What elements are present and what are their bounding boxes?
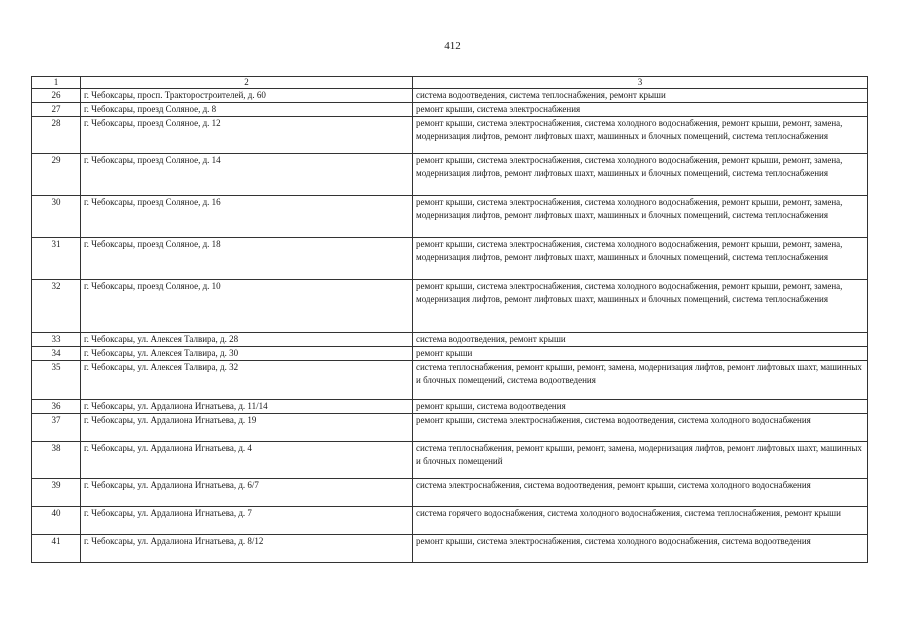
row-address: г. Чебоксары, ул. Ардалиона Игнатьева, д. 4 xyxy=(81,442,413,479)
row-address: г. Чебоксары, ул. Алексея Талвира, д. 28 xyxy=(81,333,413,347)
table-row xyxy=(32,238,868,280)
table-row xyxy=(32,89,868,103)
row-work-types: ремонт крыши, система электроснабжения, система холодного водоснабжения, ремонт крыши, ремонт, замена, модернизация лифтов, ремонт лифтовых шахт, машинных и блочных помещений, система теплоснабжения xyxy=(413,154,868,196)
row-work-types: система электроснабжения, система водоотведения, ремонт крыши, система холодного водоснабжения xyxy=(413,479,868,507)
column-header-2: 2 xyxy=(81,77,413,89)
row-work-types: ремонт крыши, система электроснабжения, система холодного водоснабжения, ремонт крыши, ремонт, замена, модернизация лифтов, ремонт лифтовых шахт, машинных и блочных помещений, система теплоснабжения xyxy=(413,280,868,333)
row-address: г. Чебоксары, ул. Алексея Талвира, д. 32 xyxy=(81,361,413,400)
table-header-row xyxy=(32,77,868,89)
column-header-1: 1 xyxy=(32,77,81,89)
page-number: 412 xyxy=(444,40,461,52)
row-address: г. Чебоксары, проезд Соляное, д. 18 xyxy=(81,238,413,280)
row-number: 29 xyxy=(32,154,81,196)
row-work-types: система водоотведения, ремонт крыши xyxy=(413,333,868,347)
table-row xyxy=(32,103,868,117)
table-row xyxy=(32,117,868,154)
row-address: г. Чебоксары, ул. Ардалиона Игнатьева, д. 19 xyxy=(81,414,413,442)
table-row xyxy=(32,442,868,479)
works-table xyxy=(31,76,868,563)
row-work-types: ремонт крыши, система электроснабжения, система водоотведения, система холодного водоснабжения xyxy=(413,414,868,442)
row-work-types: ремонт крыши xyxy=(413,347,868,361)
row-work-types: ремонт крыши, система электроснабжения xyxy=(413,103,868,117)
row-work-types: ремонт крыши, система водоотведения xyxy=(413,400,868,414)
row-work-types: система водоотведения, система теплоснабжения, ремонт крыши xyxy=(413,89,868,103)
column-header-3: 3 xyxy=(413,77,868,89)
row-number: 30 xyxy=(32,196,81,238)
table-body xyxy=(32,89,868,563)
row-address: г. Чебоксары, проезд Соляное, д. 10 xyxy=(81,280,413,333)
table-row xyxy=(32,347,868,361)
row-work-types: ремонт крыши, система электроснабжения, система холодного водоснабжения, ремонт крыши, ремонт, замена, модернизация лифтов, ремонт лифтовых шахт, машинных и блочных помещений, система теплоснабжения xyxy=(413,117,868,154)
table-row xyxy=(32,280,868,333)
row-work-types: система горячего водоснабжения, система холодного водоснабжения, система теплоснабжения, ремонт крыши xyxy=(413,507,868,535)
row-work-types: ремонт крыши, система электроснабжения, система холодного водоснабжения, ремонт крыши, ремонт, замена, модернизация лифтов, ремонт лифтовых шахт, машинных и блочных помещений, система теплоснабжения xyxy=(413,196,868,238)
table-row xyxy=(32,535,868,563)
row-number: 33 xyxy=(32,333,81,347)
row-address: г. Чебоксары, ул. Ардалиона Игнатьева, д. 11/14 xyxy=(81,400,413,414)
row-address: г. Чебоксары, ул. Ардалиона Игнатьева, д. 8/12 xyxy=(81,535,413,563)
row-number: 39 xyxy=(32,479,81,507)
row-number: 32 xyxy=(32,280,81,333)
table-row xyxy=(32,196,868,238)
row-address: г. Чебоксары, просп. Тракторостроителей, д. 60 xyxy=(81,89,413,103)
row-address: г. Чебоксары, проезд Соляное, д. 14 xyxy=(81,154,413,196)
row-number: 28 xyxy=(32,117,81,154)
row-work-types: система теплоснабжения, ремонт крыши, ремонт, замена, модернизация лифтов, ремонт лифтовых шахт, машинных и блочных помещений, система водоотведения xyxy=(413,361,868,400)
row-number: 35 xyxy=(32,361,81,400)
table-row xyxy=(32,479,868,507)
row-address: г. Чебоксары, ул. Ардалиона Игнатьева, д. 6/7 xyxy=(81,479,413,507)
table-row xyxy=(32,414,868,442)
row-number: 41 xyxy=(32,535,81,563)
row-number: 37 xyxy=(32,414,81,442)
row-number: 31 xyxy=(32,238,81,280)
row-address: г. Чебоксары, проезд Соляное, д. 8 xyxy=(81,103,413,117)
row-number: 40 xyxy=(32,507,81,535)
row-address: г. Чебоксары, проезд Соляное, д. 12 xyxy=(81,117,413,154)
row-number: 26 xyxy=(32,89,81,103)
table-row xyxy=(32,507,868,535)
row-work-types: ремонт крыши, система электроснабжения, система холодного водоснабжения, ремонт крыши, ремонт, замена, модернизация лифтов, ремонт лифтовых шахт, машинных и блочных помещений, система теплоснабжения xyxy=(413,238,868,280)
row-address: г. Чебоксары, ул. Алексея Талвира, д. 30 xyxy=(81,347,413,361)
row-address: г. Чебоксары, проезд Соляное, д. 16 xyxy=(81,196,413,238)
row-address: г. Чебоксары, ул. Ардалиона Игнатьева, д. 7 xyxy=(81,507,413,535)
row-number: 27 xyxy=(32,103,81,117)
table-row xyxy=(32,361,868,400)
table-row xyxy=(32,400,868,414)
row-work-types: ремонт крыши, система электроснабжения, система холодного водоснабжения, система водоотведения xyxy=(413,535,868,563)
row-work-types: система теплоснабжения, ремонт крыши, ремонт, замена, модернизация лифтов, ремонт лифтовых шахт, машинных и блочных помещений xyxy=(413,442,868,479)
row-number: 38 xyxy=(32,442,81,479)
row-number: 34 xyxy=(32,347,81,361)
table-row xyxy=(32,333,868,347)
table-row xyxy=(32,154,868,196)
row-number: 36 xyxy=(32,400,81,414)
